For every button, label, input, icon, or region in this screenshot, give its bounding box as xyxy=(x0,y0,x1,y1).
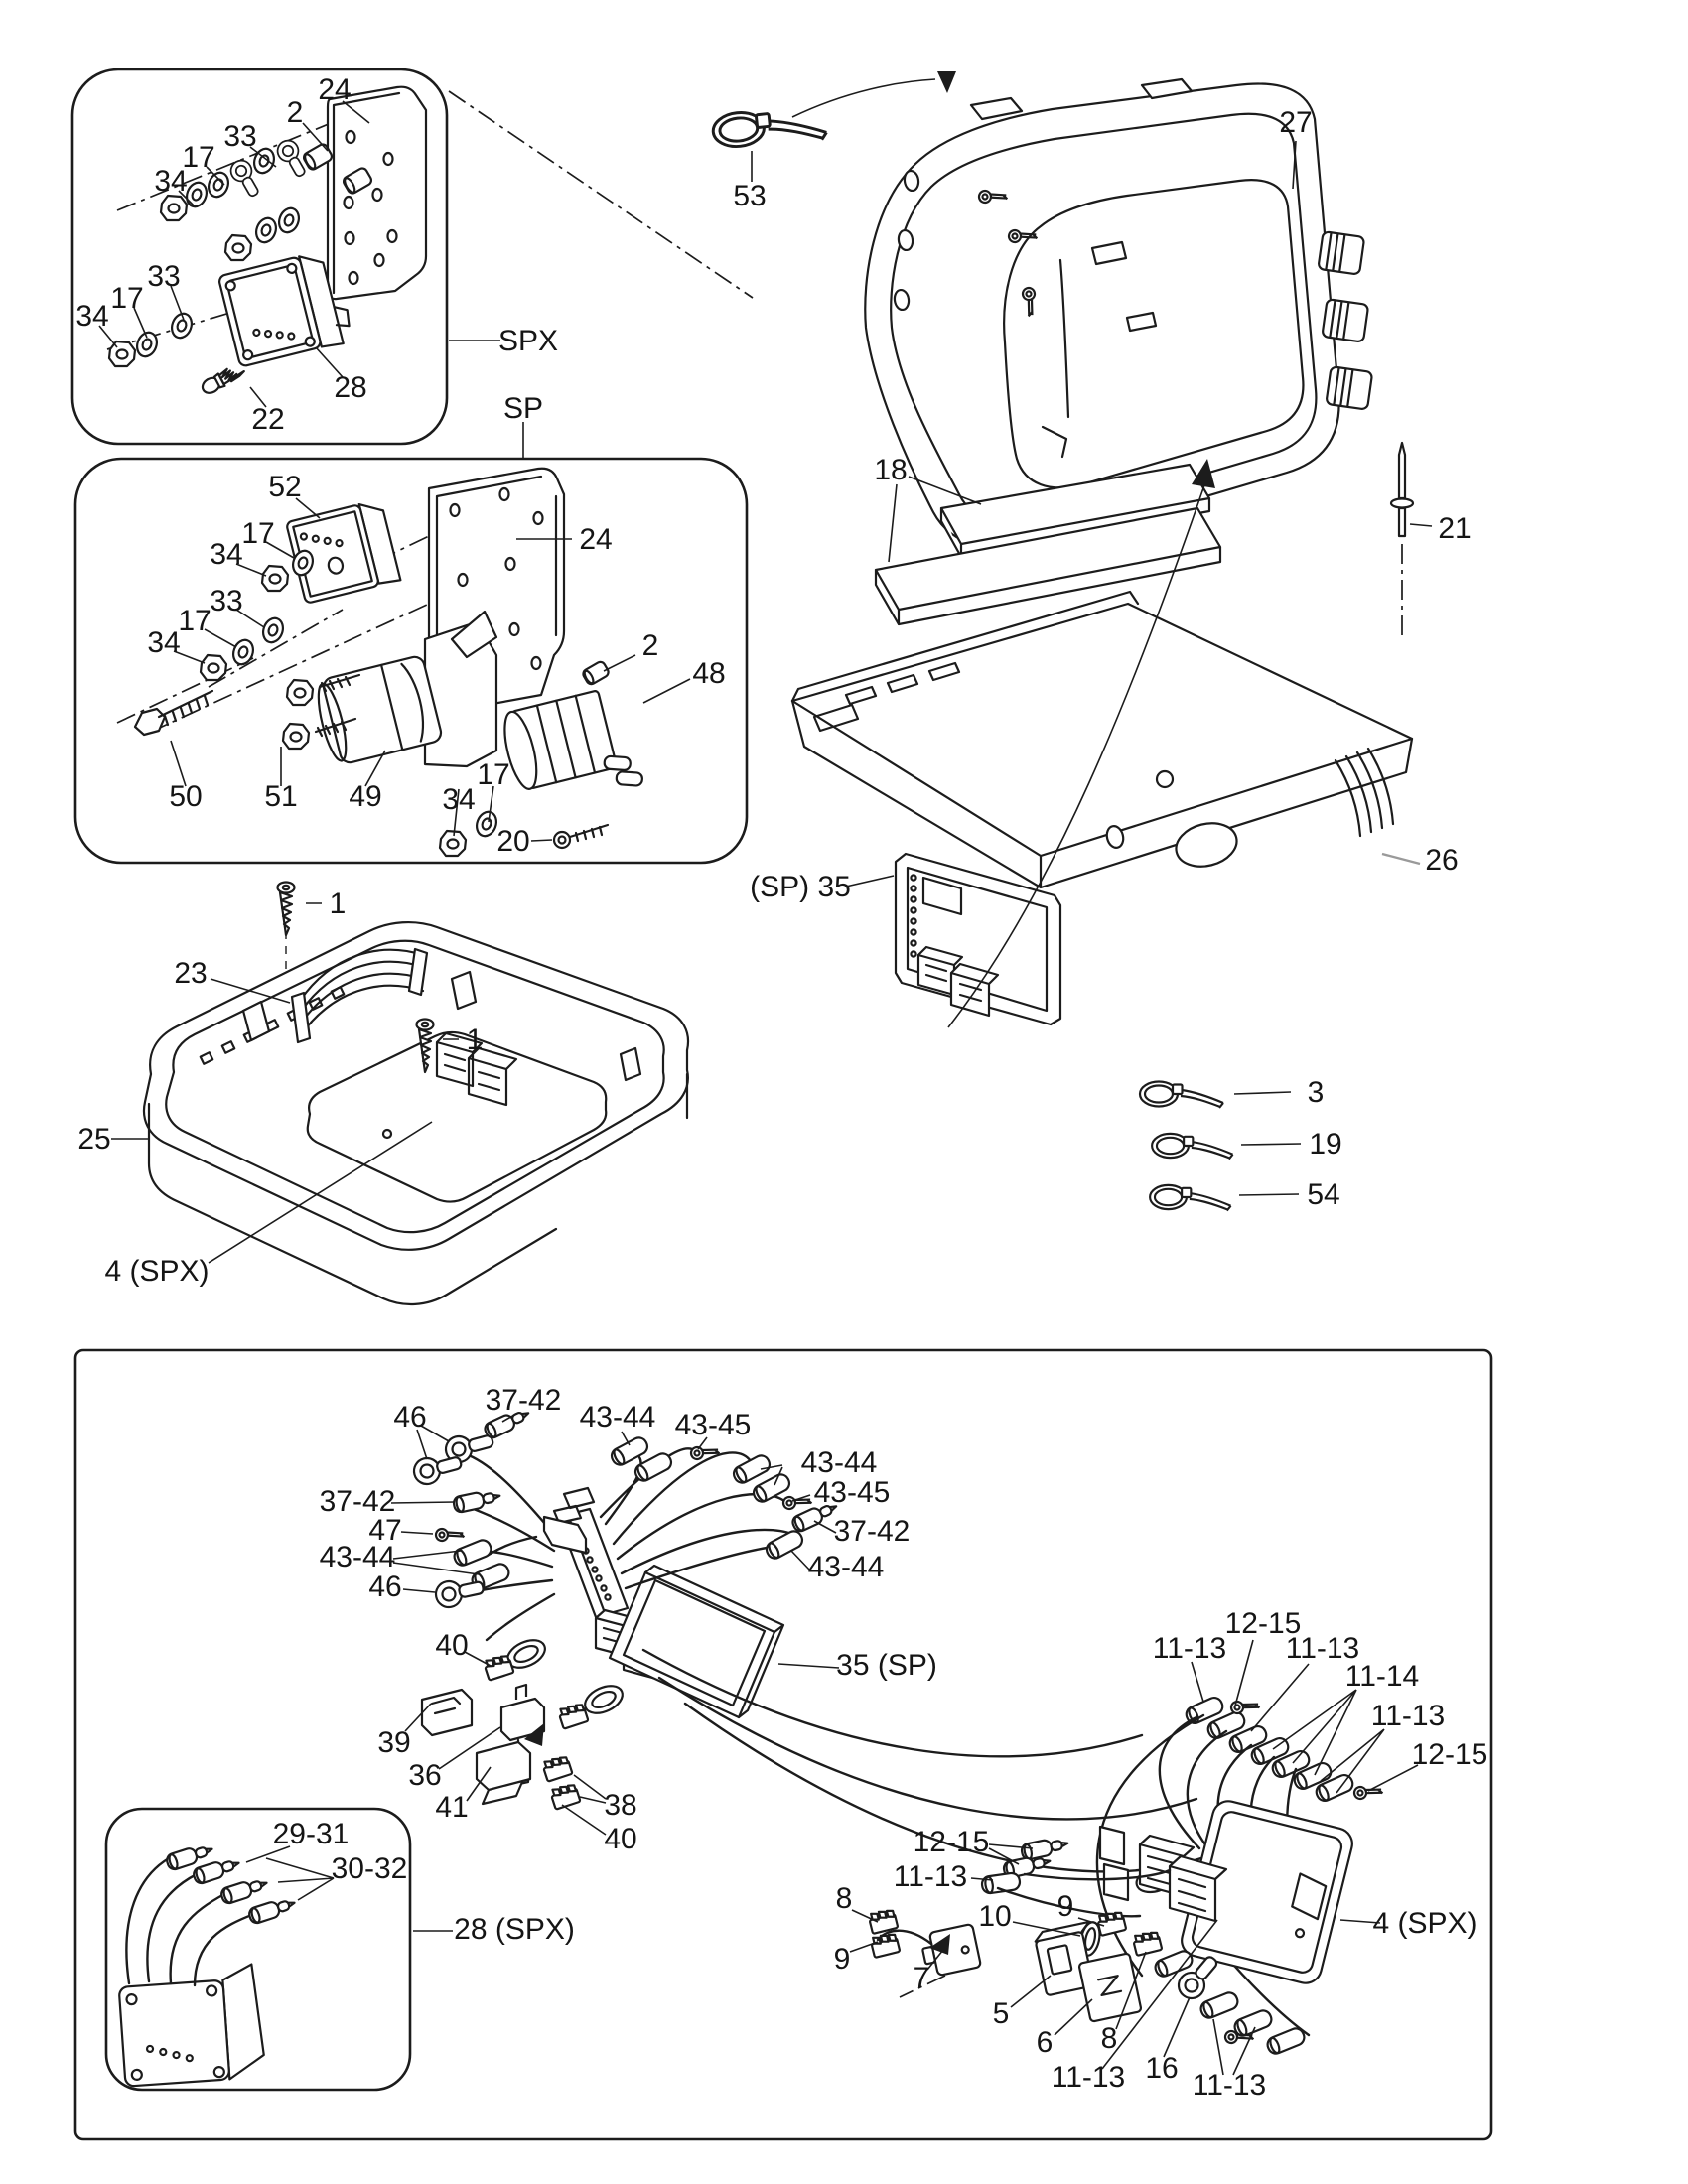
fuse-38 xyxy=(550,1783,581,1810)
module-28-spx xyxy=(118,1842,297,2087)
callout-36: 36 xyxy=(408,1759,442,1792)
callout-16: 16 xyxy=(1145,2052,1179,2085)
fuse-holder-41 xyxy=(477,1742,530,1804)
callout-19: 19 xyxy=(1309,1128,1342,1160)
callout-34: 34 xyxy=(442,783,476,816)
plug-37-42 xyxy=(453,1488,501,1513)
washer-17 xyxy=(230,637,256,667)
nut-34 xyxy=(109,341,135,366)
insert-arrow-icon xyxy=(937,71,956,93)
callout-46: 46 xyxy=(393,1401,427,1433)
callout-20: 20 xyxy=(496,825,530,858)
sleeve-11-13 xyxy=(981,1872,1021,1894)
callout-38: 38 xyxy=(604,1789,637,1822)
callout-37-42: 37-42 xyxy=(833,1515,911,1548)
spacer-2-sp xyxy=(582,660,611,686)
callout-24: 24 xyxy=(579,523,613,556)
fuse-38 xyxy=(542,1755,573,1782)
callout-12-15: 12-15 xyxy=(1224,1607,1302,1640)
callout-sp-35: (SP) 35 xyxy=(750,871,851,903)
callout-2: 2 xyxy=(641,629,659,662)
callout-5: 5 xyxy=(992,1997,1010,2030)
nut-34 xyxy=(262,566,288,591)
nut-34 xyxy=(161,196,187,220)
terminals-upper-left xyxy=(411,1406,839,1609)
callout-29-31: 29-31 xyxy=(272,1818,350,1850)
callout-2: 2 xyxy=(286,96,304,129)
grommet xyxy=(581,1681,627,1719)
callout-6: 6 xyxy=(1036,2026,1054,2059)
variant-label-spx: SPX xyxy=(497,325,559,357)
screw-1a xyxy=(278,883,295,936)
washer-33 xyxy=(206,170,231,200)
screw-20 xyxy=(554,825,608,848)
callout-26: 26 xyxy=(1425,844,1459,877)
callout-11-13: 11-13 xyxy=(893,1860,968,1893)
callout-47: 47 xyxy=(368,1514,402,1547)
callout-25: 25 xyxy=(77,1123,111,1156)
callout-17: 17 xyxy=(241,517,275,550)
cable-tie-53 xyxy=(712,104,828,151)
callout-54: 54 xyxy=(1307,1178,1340,1211)
callout-35-sp: 35 (SP) xyxy=(836,1649,937,1682)
callout-51: 51 xyxy=(264,780,298,813)
callout-17: 17 xyxy=(178,605,211,637)
test-pin-21 xyxy=(1391,443,1413,536)
cable-tie-3 xyxy=(1140,1082,1223,1109)
callout-43-45: 43-45 xyxy=(674,1409,752,1441)
callout-3: 3 xyxy=(1307,1076,1325,1109)
callout-11-13: 11-13 xyxy=(1051,2061,1126,2094)
nut-34 xyxy=(440,831,466,856)
leader-26 xyxy=(1382,854,1420,864)
fuse-8 xyxy=(1132,1930,1162,1956)
callout-10: 10 xyxy=(978,1900,1012,1933)
nut xyxy=(225,235,251,260)
callout-49: 49 xyxy=(349,780,382,813)
callout-24: 24 xyxy=(318,73,352,106)
callout-28-spx: 28 (SPX) xyxy=(454,1913,575,1946)
callout-8: 8 xyxy=(1100,2022,1118,2055)
callout-7: 7 xyxy=(913,1962,930,1994)
washer xyxy=(253,215,279,245)
fuse xyxy=(558,1703,589,1729)
callout-46: 46 xyxy=(368,1570,402,1603)
callout-43-44: 43-44 xyxy=(807,1551,885,1583)
nut-34 xyxy=(201,655,226,680)
callout-27: 27 xyxy=(1279,106,1313,139)
callout-9: 9 xyxy=(1056,1890,1074,1923)
fuse-holder-39 xyxy=(422,1690,472,1735)
cable-tie-54 xyxy=(1150,1185,1230,1211)
panel-35-sp xyxy=(610,1566,783,1717)
callout-12-15: 12-15 xyxy=(913,1826,990,1858)
callout-1: 1 xyxy=(466,1024,484,1056)
fuse-9 xyxy=(870,1932,900,1958)
callout-34: 34 xyxy=(210,538,243,571)
sleeve-43-44 xyxy=(764,1529,805,1562)
variant-label-sp: SP xyxy=(502,392,544,425)
callout-52: 52 xyxy=(268,471,302,503)
callout-40: 40 xyxy=(604,1823,637,1855)
screw-22 xyxy=(200,362,245,395)
callout-11-14: 11-14 xyxy=(1344,1660,1420,1693)
callout-18: 18 xyxy=(874,454,908,486)
washer-33 xyxy=(260,615,286,645)
callout-37-42: 37-42 xyxy=(485,1384,562,1417)
callout-30-32: 30-32 xyxy=(331,1852,408,1885)
coil-48 xyxy=(498,685,645,816)
callout-1: 1 xyxy=(329,887,347,920)
washer-17 xyxy=(474,809,499,839)
callout-33: 33 xyxy=(147,260,181,293)
washer xyxy=(276,205,302,235)
plug-30-32 xyxy=(192,1855,241,1885)
callout-17: 17 xyxy=(110,282,144,315)
screw-47 xyxy=(435,1524,465,1545)
callout-11-13: 11-13 xyxy=(1370,1700,1446,1732)
cable-tie-19 xyxy=(1152,1134,1232,1160)
callout-33: 33 xyxy=(210,585,243,617)
callout-11-13: 11-13 xyxy=(1285,1632,1360,1665)
callout-43-44: 43-44 xyxy=(800,1446,878,1479)
callout-12-15: 12-15 xyxy=(1411,1738,1488,1771)
callout-28: 28 xyxy=(334,371,367,404)
screw-43-45 xyxy=(781,1490,811,1512)
callout-17: 17 xyxy=(477,758,510,791)
callout-21: 21 xyxy=(1438,512,1472,545)
callout-50: 50 xyxy=(169,780,203,813)
callout-22: 22 xyxy=(251,403,285,436)
callout-34: 34 xyxy=(147,626,181,659)
harness-wires-upper-right xyxy=(601,1448,800,1588)
sp-assembly xyxy=(135,469,645,856)
callout-39: 39 xyxy=(377,1726,411,1759)
callout-17: 17 xyxy=(182,141,215,174)
callout-23: 23 xyxy=(174,957,208,990)
solenoid-49 xyxy=(283,612,496,767)
callout-34: 34 xyxy=(75,300,109,333)
callout-9: 9 xyxy=(833,1943,851,1976)
tray-26 xyxy=(792,592,1412,887)
plug-30-32 xyxy=(247,1895,297,1925)
callout-48: 48 xyxy=(692,657,726,690)
module-35-sp-top xyxy=(896,854,1060,1024)
callout-11-13: 11-13 xyxy=(1152,1632,1227,1665)
callout-8: 8 xyxy=(835,1882,853,1915)
plug-30-32 xyxy=(219,1875,269,1905)
sleeve-43-44 xyxy=(452,1538,493,1568)
callout-41: 41 xyxy=(435,1791,469,1824)
callout-33: 33 xyxy=(223,120,257,153)
callout-34: 34 xyxy=(154,165,188,198)
screw-43-45 xyxy=(689,1440,719,1462)
callout-43-44: 43-44 xyxy=(319,1541,396,1573)
bolt-50 xyxy=(135,691,212,735)
callout-53: 53 xyxy=(733,180,767,212)
callout-4-spx: 4 (SPX) xyxy=(104,1255,210,1288)
spx-assembly xyxy=(109,87,426,396)
callout-40: 40 xyxy=(435,1629,469,1662)
callout-11-13: 11-13 xyxy=(1192,2069,1267,2102)
callout-4-spx: 4 (SPX) xyxy=(1372,1907,1477,1940)
callout-43-44: 43-44 xyxy=(579,1401,656,1433)
callout-43-45: 43-45 xyxy=(813,1476,891,1509)
callout-37-42: 37-42 xyxy=(319,1485,396,1518)
